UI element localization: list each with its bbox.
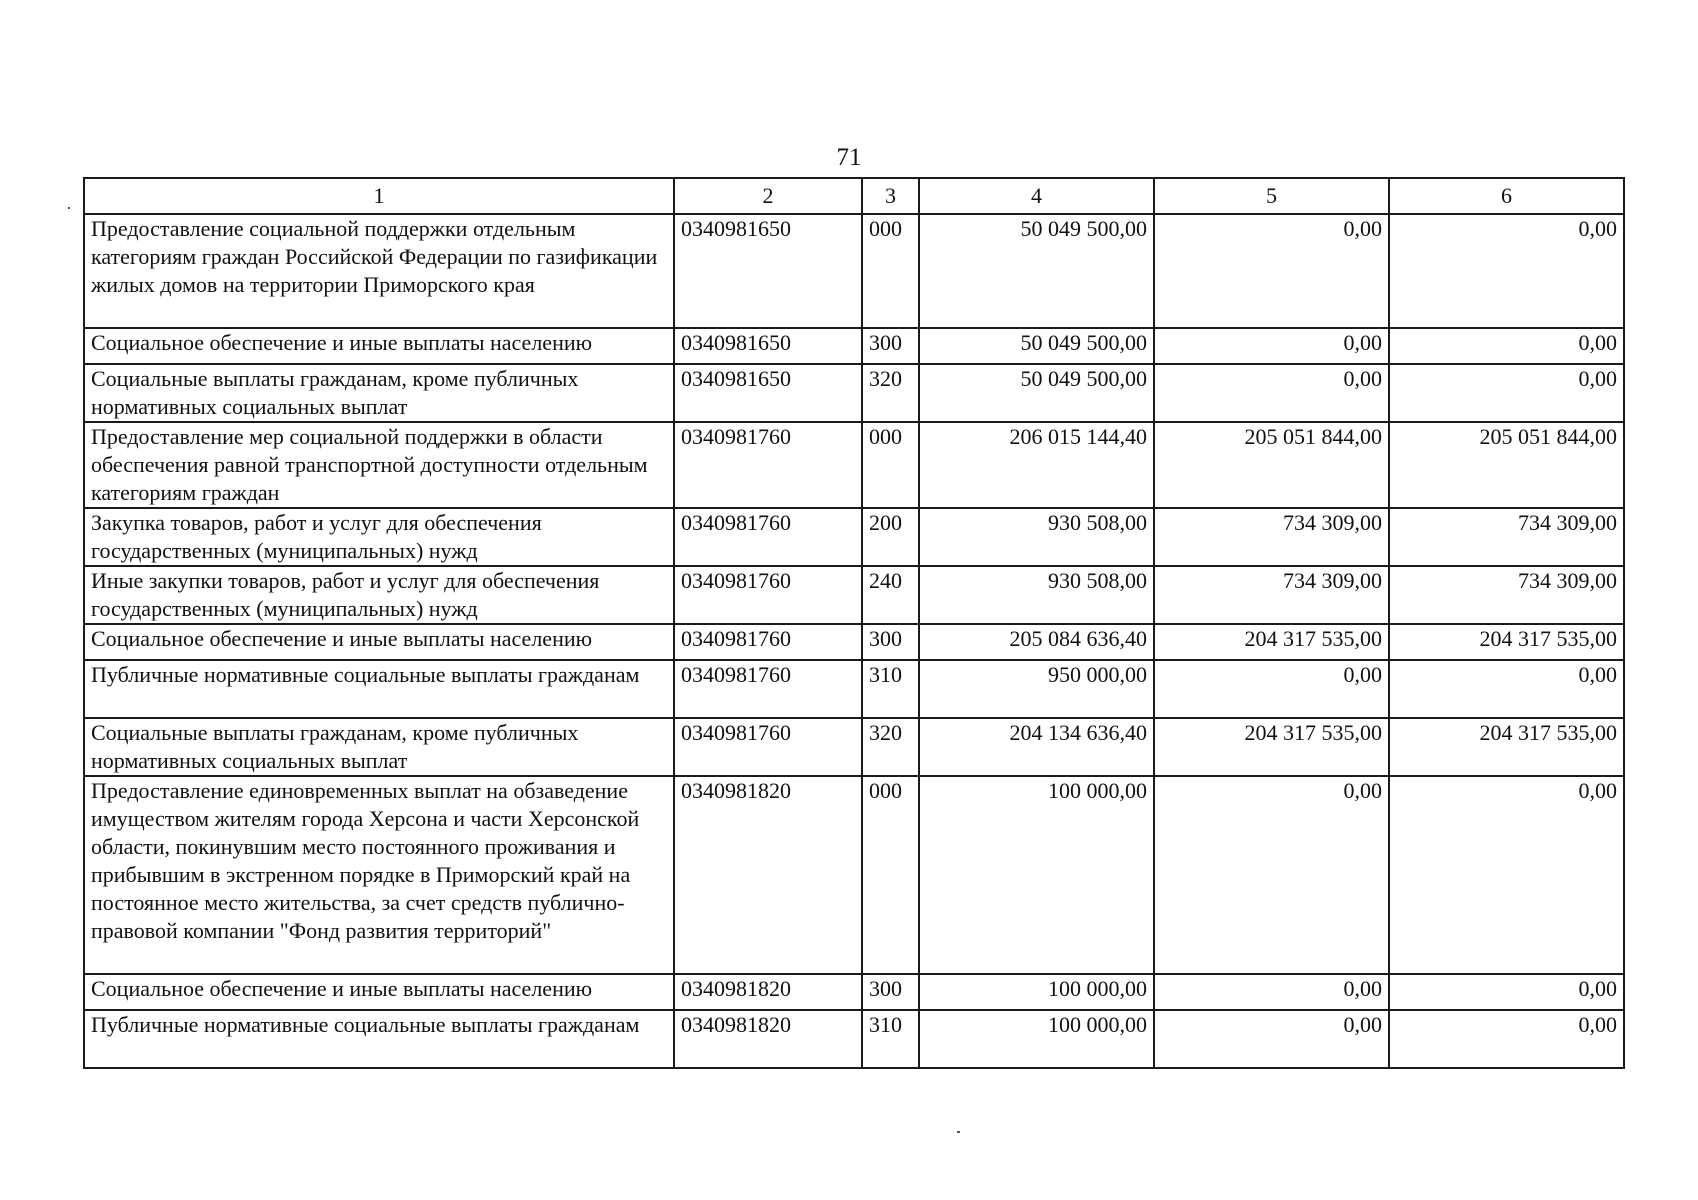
row-type: 300 — [862, 974, 919, 1010]
row-value-6: 0,00 — [1389, 328, 1624, 364]
row-value-5: 734 309,00 — [1154, 508, 1389, 566]
column-header-6: 6 — [1389, 178, 1624, 214]
row-type: 300 — [862, 328, 919, 364]
row-value-4: 950 000,00 — [919, 660, 1154, 718]
row-value-5: 205 051 844,00 — [1154, 422, 1389, 508]
row-value-6: 0,00 — [1389, 364, 1624, 422]
row-type: 240 — [862, 566, 919, 624]
row-type: 310 — [862, 1010, 919, 1068]
row-value-6: 0,00 — [1389, 974, 1624, 1010]
column-header-3: 3 — [862, 178, 919, 214]
table-row — [84, 328, 1624, 364]
row-code: 0340981820 — [674, 776, 862, 974]
row-name: Публичные нормативные социальные выплаты гражданам — [84, 1010, 674, 1068]
row-value-4: 50 049 500,00 — [919, 364, 1154, 422]
column-header-1: 1 — [84, 178, 674, 214]
row-value-6: 0,00 — [1389, 1010, 1624, 1068]
table-row — [84, 508, 1624, 566]
scan-speck — [68, 207, 70, 209]
table-row — [84, 974, 1624, 1010]
row-type: 200 — [862, 508, 919, 566]
row-value-6: 204 317 535,00 — [1389, 624, 1624, 660]
row-code: 0340981650 — [674, 328, 862, 364]
table-row — [84, 422, 1624, 508]
row-name: Предоставление социальной поддержки отдельным категориям граждан Российской Федерации по газификации жилых домов на территории Приморского края — [84, 214, 674, 328]
row-value-6: 0,00 — [1389, 214, 1624, 328]
row-value-5: 204 317 535,00 — [1154, 624, 1389, 660]
row-value-4: 50 049 500,00 — [919, 328, 1154, 364]
row-code: 0340981820 — [674, 974, 862, 1010]
row-type: 000 — [862, 214, 919, 328]
table-row — [84, 1010, 1624, 1068]
row-value-4: 930 508,00 — [919, 508, 1154, 566]
row-value-5: 734 309,00 — [1154, 566, 1389, 624]
budget-table — [83, 177, 1625, 1069]
row-value-5: 0,00 — [1154, 214, 1389, 328]
row-value-4: 204 134 636,40 — [919, 718, 1154, 776]
table-row — [84, 776, 1624, 974]
column-header-5: 5 — [1154, 178, 1389, 214]
row-code: 0340981760 — [674, 566, 862, 624]
row-type: 000 — [862, 422, 919, 508]
row-value-4: 206 015 144,40 — [919, 422, 1154, 508]
row-code: 0340981760 — [674, 422, 862, 508]
row-name: Предоставление единовременных выплат на обзаведение имуществом жителям города Херсона и части Херсонской области, покинувшим место постоянного проживания и прибывшим в экстренном порядке в Приморский край на постоянное место жительства, за счет средств публично-правовой компании "Фонд развития территорий" — [84, 776, 674, 974]
row-code: 0340981760 — [674, 508, 862, 566]
table-row — [84, 624, 1624, 660]
row-value-6: 205 051 844,00 — [1389, 422, 1624, 508]
row-type: 310 — [862, 660, 919, 718]
row-name: Предоставление мер социальной поддержки в области обеспечения равной транспортной доступности отдельным категориям граждан — [84, 422, 674, 508]
row-value-5: 0,00 — [1154, 364, 1389, 422]
row-code: 0340981760 — [674, 660, 862, 718]
table-row — [84, 364, 1624, 422]
column-header-4: 4 — [919, 178, 1154, 214]
row-value-4: 930 508,00 — [919, 566, 1154, 624]
row-name: Социальное обеспечение и иные выплаты населению — [84, 974, 674, 1010]
row-value-5: 0,00 — [1154, 1010, 1389, 1068]
row-type: 300 — [862, 624, 919, 660]
row-code: 0340981650 — [674, 214, 862, 328]
row-value-6: 734 309,00 — [1389, 508, 1624, 566]
table-row — [84, 660, 1624, 718]
row-name: Иные закупки товаров, работ и услуг для обеспечения государственных (муниципальных) нужд — [84, 566, 674, 624]
row-value-6: 734 309,00 — [1389, 566, 1624, 624]
table-row — [84, 566, 1624, 624]
row-value-4: 100 000,00 — [919, 1010, 1154, 1068]
table-header-row — [84, 178, 1624, 214]
row-name: Социальное обеспечение и иные выплаты населению — [84, 624, 674, 660]
row-value-5: 204 317 535,00 — [1154, 718, 1389, 776]
row-type: 320 — [862, 364, 919, 422]
scan-speck — [957, 1131, 960, 1133]
row-value-4: 100 000,00 — [919, 974, 1154, 1010]
row-value-4: 50 049 500,00 — [919, 214, 1154, 328]
row-code: 0340981820 — [674, 1010, 862, 1068]
column-header-2: 2 — [674, 178, 862, 214]
row-value-5: 0,00 — [1154, 974, 1389, 1010]
row-value-4: 100 000,00 — [919, 776, 1154, 974]
row-name: Закупка товаров, работ и услуг для обеспечения государственных (муниципальных) нужд — [84, 508, 674, 566]
row-code: 0340981760 — [674, 624, 862, 660]
row-type: 320 — [862, 718, 919, 776]
row-value-6: 0,00 — [1389, 660, 1624, 718]
row-name: Социальные выплаты гражданам, кроме публичных нормативных социальных выплат — [84, 718, 674, 776]
row-value-4: 205 084 636,40 — [919, 624, 1154, 660]
table-row — [84, 214, 1624, 328]
row-name: Социальное обеспечение и иные выплаты населению — [84, 328, 674, 364]
row-code: 0340981650 — [674, 364, 862, 422]
row-name: Публичные нормативные социальные выплаты гражданам — [84, 660, 674, 718]
row-value-6: 0,00 — [1389, 776, 1624, 974]
row-value-6: 204 317 535,00 — [1389, 718, 1624, 776]
row-value-5: 0,00 — [1154, 660, 1389, 718]
row-code: 0340981760 — [674, 718, 862, 776]
row-value-5: 0,00 — [1154, 328, 1389, 364]
page-number: 71 — [836, 144, 862, 171]
row-name: Социальные выплаты гражданам, кроме публичных нормативных социальных выплат — [84, 364, 674, 422]
row-value-5: 0,00 — [1154, 776, 1389, 974]
table-row — [84, 718, 1624, 776]
row-type: 000 — [862, 776, 919, 974]
